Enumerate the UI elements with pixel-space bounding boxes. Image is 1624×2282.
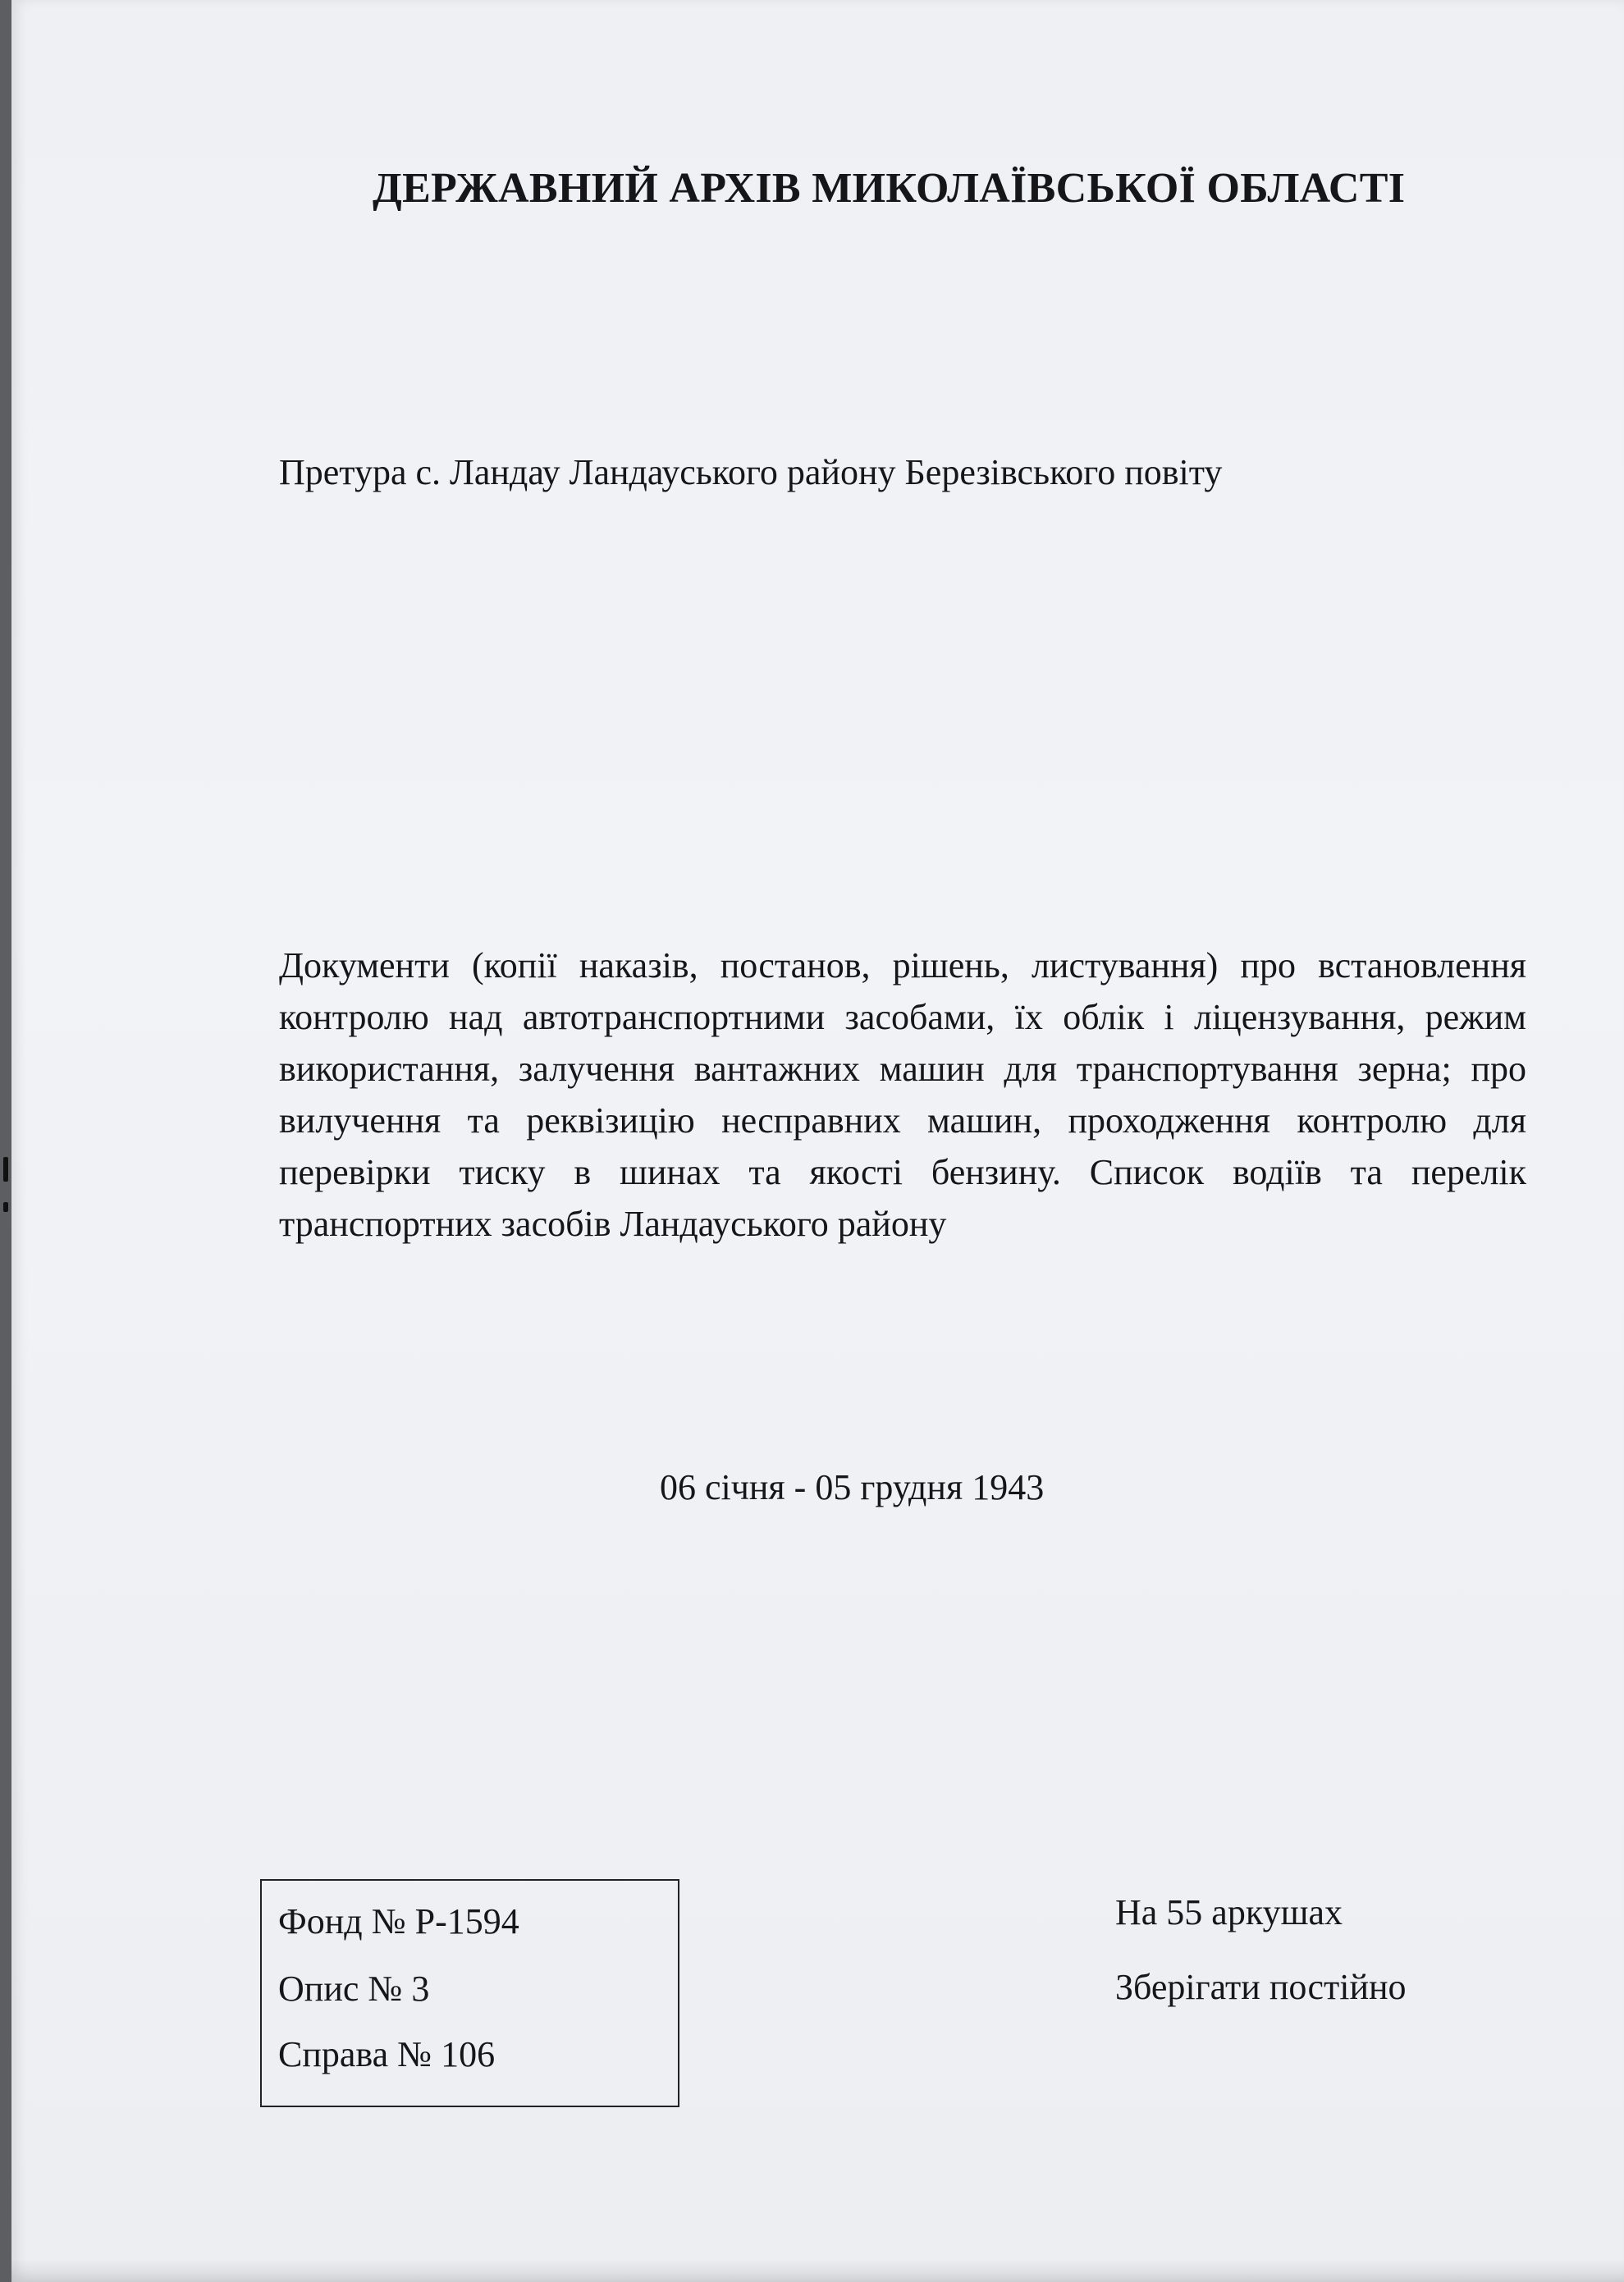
sprava-number: Справа № 106 (278, 2034, 496, 2074)
document-page (11, 0, 1624, 2282)
opys-number: Опис № 3 (278, 1969, 430, 2009)
fond-number: Фонд № Р-1594 (278, 1901, 519, 1941)
institution-name: Претура с. Ландау Ландауського району Березівського повіту (279, 452, 1223, 492)
archive-title: ДЕРЖАВНИЙ АРХІВ МИКОЛАЇВСЬКОЇ ОБЛАСТІ (373, 165, 1406, 212)
binding-mark (3, 1157, 8, 1182)
binding-mark (3, 1202, 8, 1212)
archive-reference-box (260, 1879, 679, 2107)
date-range: 06 січня - 05 грудня 1943 (660, 1467, 1045, 1507)
document-description: Документи (копії наказів, постанов, рішень, листування) про встановлення контролю над автотранспортними засобами, їх облік і ліцензування, режим використання, залучення вантажних машин для транспортування зерна; про вилучення та реквізицію несправних машин, проходження контролю для перевірки тиску в шинах та якості бензину. Список водіїв та перелік транспортних засобів Ландауського району (279, 945, 1526, 1244)
page-shadow (11, 2259, 1624, 2282)
sheets-count: На 55 аркушах (1115, 1892, 1343, 1932)
storage-term: Зберігати постійно (1115, 1967, 1407, 2007)
